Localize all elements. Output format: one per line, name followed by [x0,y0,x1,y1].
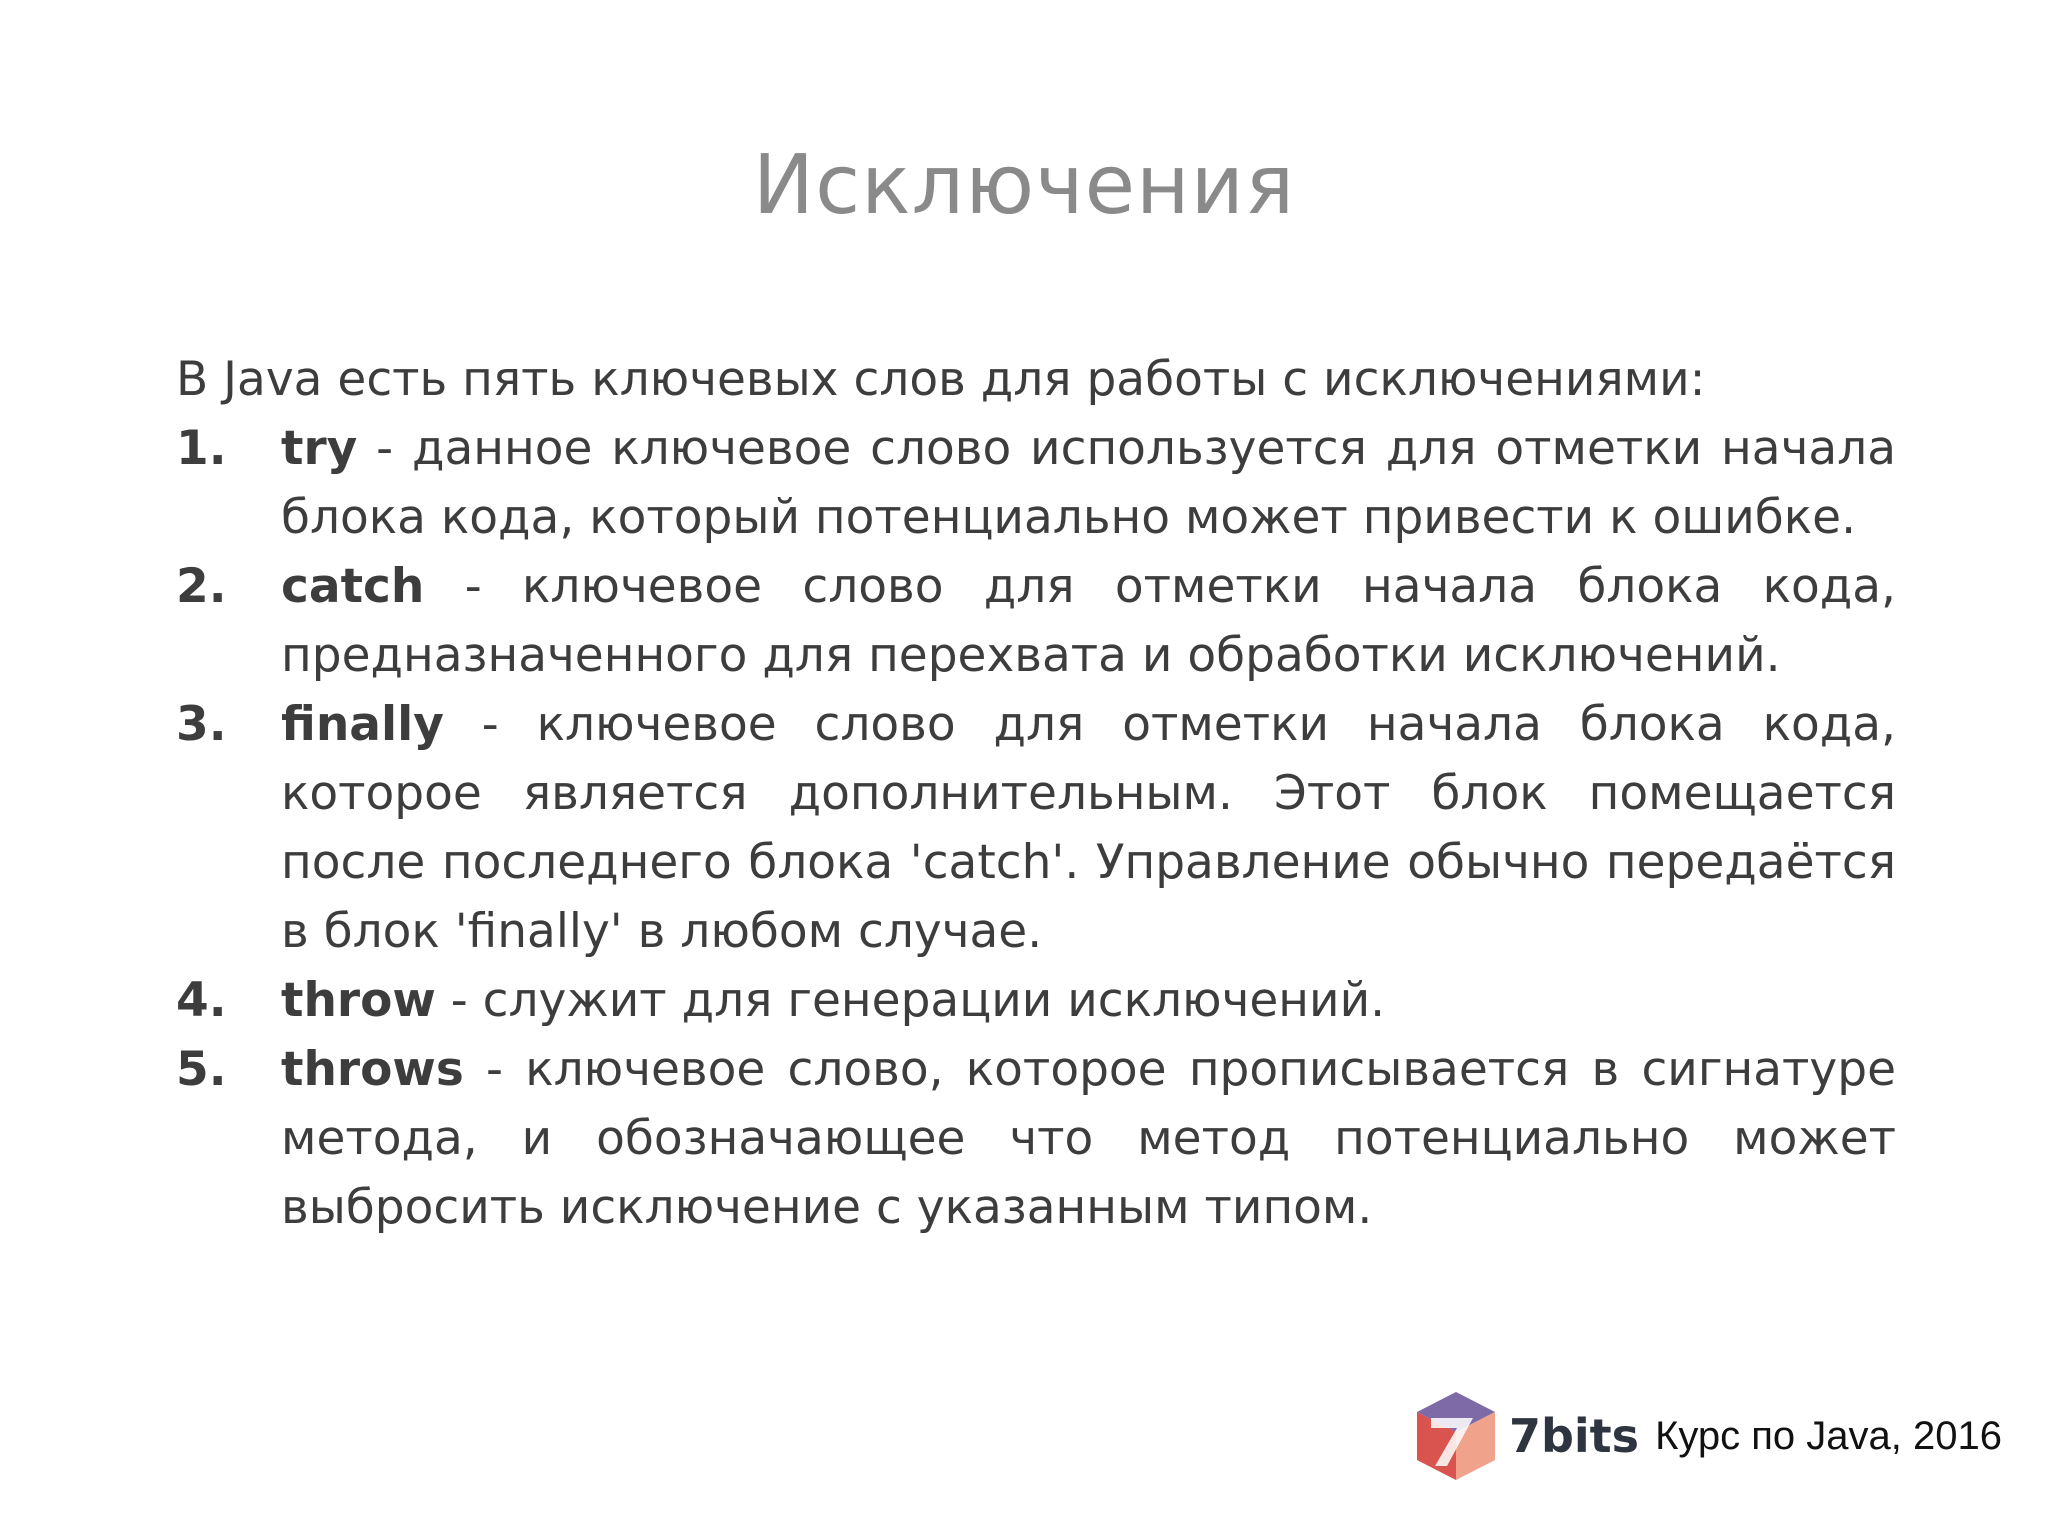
slide-title: Исключения [752,138,1296,233]
item-number: 1. [176,421,227,476]
footer-branding [1411,1386,2002,1486]
item-number: 5. [176,1042,227,1097]
keyword-description: - ключевое слово для отметки начала блока кода, которое является дополнительным. Этот блок помещается после последнего блока 'catch'. Управление обычно передаётся в блок 'finally' в любом случае. [281,697,1896,959]
keyword-term: try [281,421,358,476]
keyword-term: finally [281,697,444,752]
keyword-description: - ключевое слово для отметки начала блока кода, предназначенного для перехвата и обработки исключений. [281,559,1896,683]
item-number: 2. [176,559,227,614]
list-item [176,552,1896,690]
keyword-term: throws [281,1042,464,1097]
list-item [176,690,1896,966]
intro-text: В Java есть пять ключевых слов для работы с исключениями: [176,352,1706,407]
keyword-description: - служит для генерации исключений. [435,973,1386,1028]
keyword-term: catch [281,559,425,614]
list-item [176,966,1896,1035]
list-item [176,1035,1896,1242]
course-label: Курс по Java, 2016 [1655,1413,2002,1458]
keyword-description: - данное ключевое слово используется для отметки начала блока кода, который потенциально может привести к ошибке. [281,421,1896,545]
logo-wordmark: 7bits [1508,1409,1640,1463]
item-number: 3. [176,697,227,752]
item-number: 4. [176,973,227,1028]
7bits-logo-icon [1411,1388,1501,1484]
keyword-term: throw [281,973,436,1028]
slide-content [176,345,1896,1242]
keyword-list [176,414,1896,1242]
keyword-description: - ключевое слово, которое прописывается в сигнатуре метода, и обозначающее что метод потенциально может выбросить исключение с указанным типом. [281,1042,1896,1235]
list-item [176,414,1896,552]
